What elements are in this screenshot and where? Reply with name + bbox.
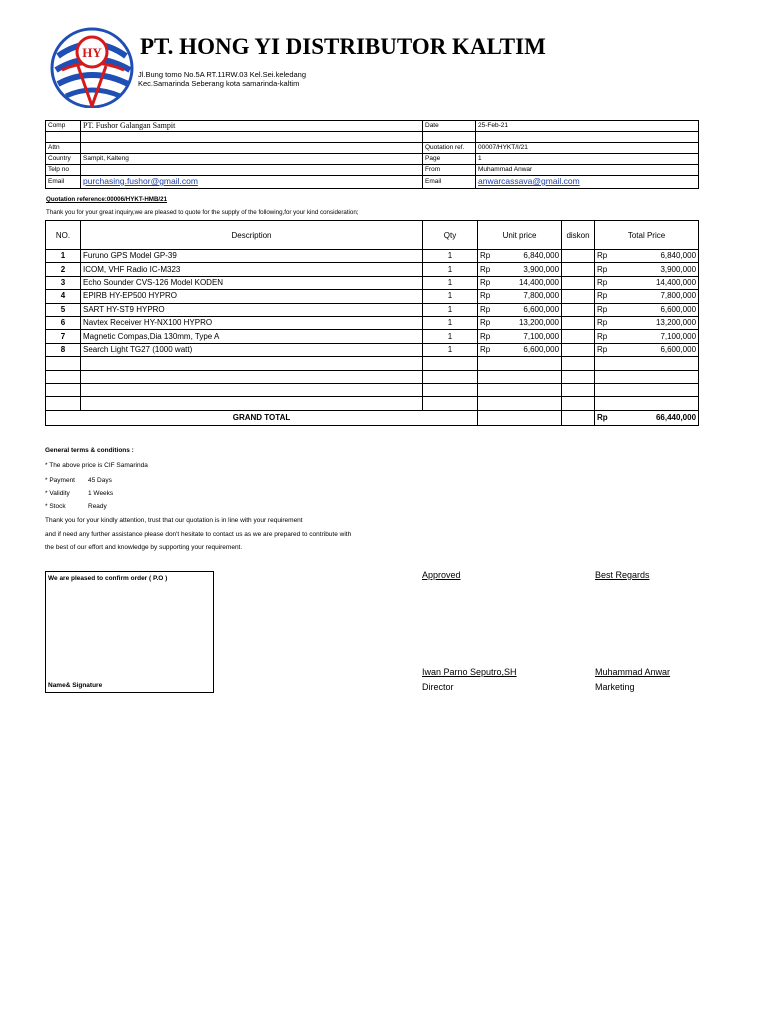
item-total: 3,900,000 <box>615 263 699 276</box>
item-unit-price: 6,600,000 <box>498 303 562 316</box>
blank-cell <box>478 383 498 396</box>
item-unit-price: 6,840,000 <box>498 250 562 263</box>
grand-total-currency: Rp <box>595 410 615 425</box>
item-qty: 1 <box>423 316 478 329</box>
payment-label: * Payment <box>45 477 75 484</box>
grand-total-label: GRAND TOTAL <box>46 410 478 425</box>
telp-value <box>81 165 423 176</box>
blank-cell <box>423 132 476 143</box>
email-label: Email <box>46 176 81 189</box>
item-unit-price: 7,800,000 <box>498 290 562 303</box>
item-unit-price: 7,100,000 <box>498 330 562 343</box>
grand-total-value: 66,440,000 <box>615 410 699 425</box>
item-total: 6,600,000 <box>615 303 699 316</box>
blank-cell <box>46 397 81 410</box>
item-diskon <box>562 263 595 276</box>
blank-cell <box>615 383 699 396</box>
validity-label: * Validity <box>45 490 70 497</box>
item-unit-price: 3,900,000 <box>498 263 562 276</box>
item-total: 6,840,000 <box>615 250 699 263</box>
unit-currency: Rp <box>478 276 498 289</box>
item-qty: 1 <box>423 263 478 276</box>
item-qty: 1 <box>423 343 478 356</box>
terms-price: * The above price is CIF Samarinda <box>45 462 148 469</box>
logo-text: HY <box>82 45 102 60</box>
blank-cell <box>615 357 699 370</box>
blank-cell <box>81 357 423 370</box>
blank-cell <box>478 370 498 383</box>
blank-cell <box>423 397 478 410</box>
comp-label: Comp <box>46 121 81 132</box>
unit-currency: Rp <box>478 290 498 303</box>
item-total: 14,400,000 <box>615 276 699 289</box>
header-unit-price: Unit price <box>478 221 562 250</box>
item-total: 7,100,000 <box>615 330 699 343</box>
quotation-value: 00007/HYKT/I/21 <box>476 143 699 154</box>
header-diskon: diskon <box>562 221 595 250</box>
item-qty: 1 <box>423 276 478 289</box>
closing-line-3: the best of our effort and knowledge by supporting your requirement. <box>45 544 243 551</box>
item-diskon <box>562 290 595 303</box>
blank-cell <box>423 370 478 383</box>
unit-currency: Rp <box>478 250 498 263</box>
table-row <box>46 290 699 303</box>
item-description: ICOM, VHF Radio IC-M323 <box>81 263 423 276</box>
blank-cell <box>423 357 478 370</box>
blank-cell <box>46 357 81 370</box>
stock-label: * Stock <box>45 503 66 510</box>
item-qty: 1 <box>423 290 478 303</box>
country-label: Country <box>46 154 81 165</box>
item-qty: 1 <box>423 330 478 343</box>
address-line-1: Jl.Bung tomo No.5A RT.11RW.03 Kel.Sei.keledang <box>138 70 307 79</box>
table-row <box>46 276 699 289</box>
item-description: Navtex Receiver HY-NX100 HYPRO <box>81 316 423 329</box>
item-description: Magnetic Compas,Dia 130mm, Type A <box>81 330 423 343</box>
header-no: NO. <box>46 221 81 250</box>
blank-cell <box>498 383 562 396</box>
total-currency: Rp <box>595 316 615 329</box>
blank-cell <box>498 397 562 410</box>
sender-email-link[interactable]: anwarcassava@gmail.com <box>478 176 580 186</box>
total-currency: Rp <box>595 276 615 289</box>
blank-cell <box>81 132 423 143</box>
date-label: Date <box>423 121 476 132</box>
item-no: 3 <box>46 276 81 289</box>
blank-cell <box>498 410 562 425</box>
item-description: SART HY-ST9 HYPRO <box>81 303 423 316</box>
item-total: 7,800,000 <box>615 290 699 303</box>
item-qty: 1 <box>423 250 478 263</box>
item-description: EPIRB HY-EP500 HYPRO <box>81 290 423 303</box>
blank-cell <box>478 357 498 370</box>
blank-cell <box>562 357 595 370</box>
item-unit-price: 13,200,000 <box>498 316 562 329</box>
confirm-order-box <box>45 571 214 693</box>
blank-cell <box>46 370 81 383</box>
item-description: Search Light TG27 (1000 watt) <box>81 343 423 356</box>
item-diskon <box>562 330 595 343</box>
item-total: 6,600,000 <box>615 343 699 356</box>
thank-you-line: Thank you for your great inquiry,we are pleased to quote for the supply of the following,for your kind consideration; <box>46 209 359 216</box>
validity-value: 1 Weeks <box>88 490 114 497</box>
blank-cell <box>562 383 595 396</box>
blank-cell <box>46 132 81 143</box>
total-currency: Rp <box>595 303 615 316</box>
closing-line-2: and if need any further assistance please don't hesitate to contact us as we are prepared to contribute with <box>45 531 352 538</box>
header-total-price: Total Price <box>595 221 699 250</box>
blank-cell <box>615 397 699 410</box>
table-row <box>46 250 699 263</box>
attn-value <box>81 143 423 154</box>
regards-name: Muhammad Anwar <box>595 667 671 677</box>
unit-currency: Rp <box>478 303 498 316</box>
total-currency: Rp <box>595 330 615 343</box>
terms-title: General terms & conditions : <box>45 447 134 454</box>
stock-value: Ready <box>88 503 107 510</box>
blank-cell <box>81 383 423 396</box>
table-row <box>46 330 699 343</box>
item-no: 2 <box>46 263 81 276</box>
unit-currency: Rp <box>478 330 498 343</box>
item-description: Furuno GPS Model GP-39 <box>81 250 423 263</box>
item-diskon <box>562 303 595 316</box>
signature-label: Name& Signature <box>48 682 103 689</box>
blank-cell <box>498 357 562 370</box>
blank-cell <box>498 370 562 383</box>
unit-currency: Rp <box>478 343 498 356</box>
blank-cell <box>595 383 615 396</box>
blank-cell <box>595 397 615 410</box>
item-no: 7 <box>46 330 81 343</box>
page-value: 1 <box>476 154 699 165</box>
address-line-2: Kec.Samarinda Seberang kota samarinda-kaltim <box>138 79 300 88</box>
total-currency: Rp <box>595 263 615 276</box>
item-unit-price: 14,400,000 <box>498 276 562 289</box>
table-row <box>46 316 699 329</box>
blank-cell <box>562 370 595 383</box>
comp-value: PT. Fushor Galangan Sampit <box>81 121 423 132</box>
item-diskon <box>562 343 595 356</box>
blank-cell <box>46 383 81 396</box>
blank-cell <box>595 357 615 370</box>
blank-cell <box>478 410 498 425</box>
item-no: 1 <box>46 250 81 263</box>
blank-cell <box>423 383 478 396</box>
company-logo <box>48 26 134 108</box>
total-currency: Rp <box>595 290 615 303</box>
blank-cell <box>615 370 699 383</box>
from-value: Muhammad Anwar <box>476 165 699 176</box>
item-diskon <box>562 276 595 289</box>
table-row <box>46 343 699 356</box>
table-row <box>46 263 699 276</box>
blank-cell <box>562 397 595 410</box>
blank-cell <box>478 397 498 410</box>
approved-title: Director <box>422 682 454 692</box>
table-row <box>46 303 699 316</box>
telp-label: Telp no <box>46 165 81 176</box>
page-label: Page <box>423 154 476 165</box>
item-diskon <box>562 316 595 329</box>
blank-cell <box>476 132 699 143</box>
total-currency: Rp <box>595 250 615 263</box>
closing-line-1: Thank you for your kindly attention, trust that our quotation is in line with your requirement <box>45 517 303 524</box>
approved-label: Approved <box>422 570 461 580</box>
unit-currency: Rp <box>478 263 498 276</box>
item-no: 6 <box>46 316 81 329</box>
approved-name: Iwan Parno Seputro,SH <box>422 667 517 677</box>
item-qty: 1 <box>423 303 478 316</box>
email2-label: Email <box>423 176 476 189</box>
attn-label: Attn <box>46 143 81 154</box>
item-no: 5 <box>46 303 81 316</box>
quotation-label: Quotation ref. <box>423 143 476 154</box>
blank-cell <box>81 397 423 410</box>
total-currency: Rp <box>595 343 615 356</box>
item-no: 4 <box>46 290 81 303</box>
header-qty: Qty <box>423 221 478 250</box>
country-value: Sampit, Kalteng <box>81 154 423 165</box>
payment-value: 45 Days <box>88 477 112 484</box>
items-table <box>45 220 699 426</box>
from-label: From <box>423 165 476 176</box>
regards-label: Best Regards <box>595 570 650 580</box>
regards-title: Marketing <box>595 682 635 692</box>
info-table <box>45 120 699 189</box>
confirm-title: We are pleased to confirm order ( P.O ) <box>48 575 168 582</box>
item-description: Echo Sounder CVS-126 Model KODEN <box>81 276 423 289</box>
blank-cell <box>595 370 615 383</box>
item-unit-price: 6,600,000 <box>498 343 562 356</box>
blank-cell <box>562 410 595 425</box>
company-name: PT. HONG YI DISTRIBUTOR KALTIM <box>140 34 546 59</box>
blank-cell <box>81 370 423 383</box>
unit-currency: Rp <box>478 316 498 329</box>
item-no: 8 <box>46 343 81 356</box>
quotation-reference: Quotation reference:00006/HYKT-HMB/21 <box>46 196 168 203</box>
date-value: 25-Feb-21 <box>476 121 699 132</box>
header-description: Description <box>81 221 423 250</box>
customer-email-link[interactable]: purchasing.fushor@gmail.com <box>83 176 198 186</box>
item-total: 13,200,000 <box>615 316 699 329</box>
item-diskon <box>562 250 595 263</box>
